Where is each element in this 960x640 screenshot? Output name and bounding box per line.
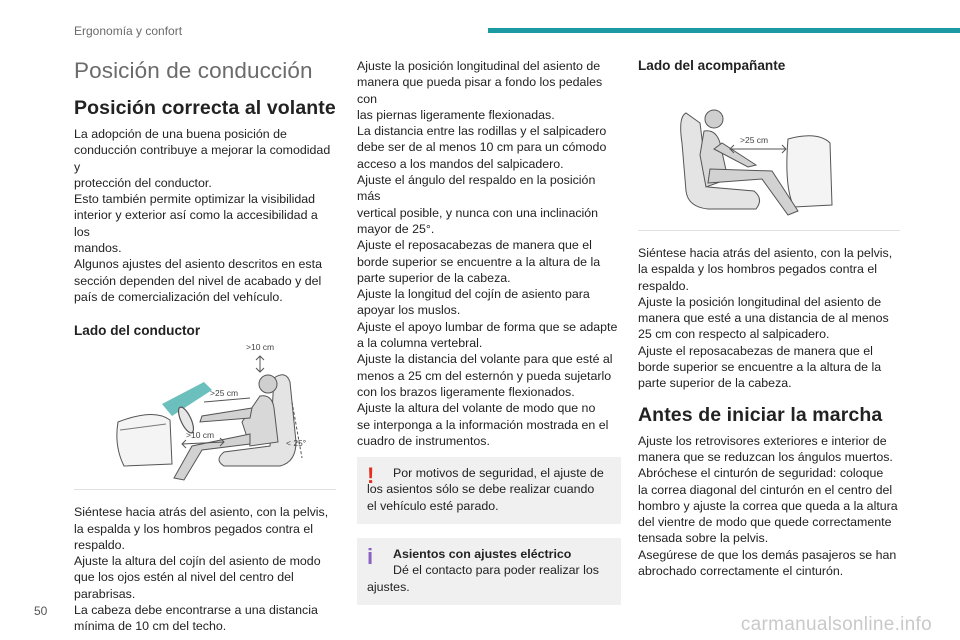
column-middle (357, 58, 621, 605)
heading-before-driving: Antes de iniciar la marcha (638, 403, 883, 426)
page-number: 50 (34, 604, 48, 618)
passenger-side-paragraph: Siéntese hacia atrás del asiento, con la pelvis, la espalda y los hombros pegados contra el respaldo. Ajuste la posición longitudinal del asiento de manera que esté a una distancia de al menos 25 cm con respecto al salpicadero. Ajuste el reposacabezas de manera que el borde superior se encuentre a la altura de la parte superior de la cabeza. (638, 246, 893, 391)
label-roof-clearance: >10 cm (246, 342, 275, 353)
before-driving-paragraph: Ajuste los retrovisores exteriores e interior de manera que se reduzcan los ángulos muertos. Abróchese el cinturón de seguridad: coloque la correa diagonal del cinturón en el centro del hombro y ajuste la correa que queda a la altura del vientre de modo que quede correctamente tensada sobre la pelvis. Asegúrese de que los demás pasajeros se han abrochado correctamente el cinturón. (638, 433, 898, 579)
info-icon: i (367, 544, 374, 570)
header-accent-bar (488, 28, 960, 33)
label-dashboard-distance: >25 cm (740, 135, 769, 145)
warning-icon: ! (367, 463, 375, 489)
passenger-dashboard-shape (787, 136, 832, 207)
subheading-driver-side: Lado del conductor (74, 323, 201, 339)
passenger-position-figure (638, 83, 900, 231)
driver-seat-illustration (74, 342, 336, 490)
info-title: Asientos con ajustes eléctrico (393, 547, 572, 562)
heading-correct-position: Posición correcta al volante (74, 97, 336, 119)
section-header-title: Ergonomía y confort (74, 24, 183, 38)
passenger-head (705, 110, 723, 128)
safety-warning-box (357, 457, 621, 524)
driver-side-paragraph: Siéntese hacia atrás del asiento, con la pelvis, la espalda y los hombros pegados contra el respaldo. Ajuste la altura del cojín del asiento de modo que los ojos estén al nivel del centro del parabrisas. La cabeza debe encontrarse a una distancia mínima de 10 cm del techo. (74, 505, 329, 634)
page-title: Posición de conducción (74, 58, 313, 83)
adjustment-paragraph: Ajuste la posición longitudinal del asiento de manera que pueda pisar a fondo los pedales con las piernas ligeramente flexionadas. La distancia entre las rodillas y el salpicadero debe ser de al menos 10 cm para un cómodo acceso a los mandos del salpicadero. Ajuste el ángulo del respaldo en la posición más vertical posible, y nunca con una inclinación mayor de 25°. Ajuste el reposacabezas de manera que el borde superior se encuentre a la altura de la parte superior de la cabeza. Ajuste la longitud del cojín de asiento para apoyar los muslos. Ajuste el apoyo lumbar de forma que se adapte a la columna vertebral. Ajuste la distancia del volante para que esté al menos a 25 cm del esternón y pueda sujetarlo con los brazos ligeramente flexionados. Ajuste la altura del volante de modo que no se interponga a la información mostrada en el cuadro de instrumentos. (357, 59, 618, 448)
driver-head (259, 375, 277, 393)
label-wheel-distance: >25 cm (210, 388, 239, 399)
column-left (74, 56, 336, 635)
subheading-passenger-side: Lado del acompañante (638, 58, 786, 73)
watermark-text: carmanualsonline.info (740, 614, 932, 635)
label-backrest-angle: < 25° (286, 438, 307, 449)
dashboard-shape (117, 415, 172, 467)
info-text: Dé el contacto para poder realizar los ajustes. (367, 563, 599, 594)
electric-seat-info-box (357, 538, 621, 605)
label-knee-distance: >10 cm (186, 430, 215, 441)
passenger-seat-illustration (638, 83, 900, 231)
warning-text: Por motivos de seguridad, el ajuste de los asientos sólo se debe realizar cuando el vehículo esté parado. (367, 466, 604, 513)
column-right (638, 52, 902, 579)
intro-paragraph: La adopción de una buena posición de conducción contribuye a mejorar la comodidad y protección del conductor. Esto también permite optimizar la visibilidad interior y exterior así como la accesibilidad a los mandos. Algunos ajustes del asiento descritos en esta sección dependen del nivel de acabado y del país de comercialización del vehículo. (74, 127, 331, 304)
driver-position-figure (74, 342, 336, 490)
